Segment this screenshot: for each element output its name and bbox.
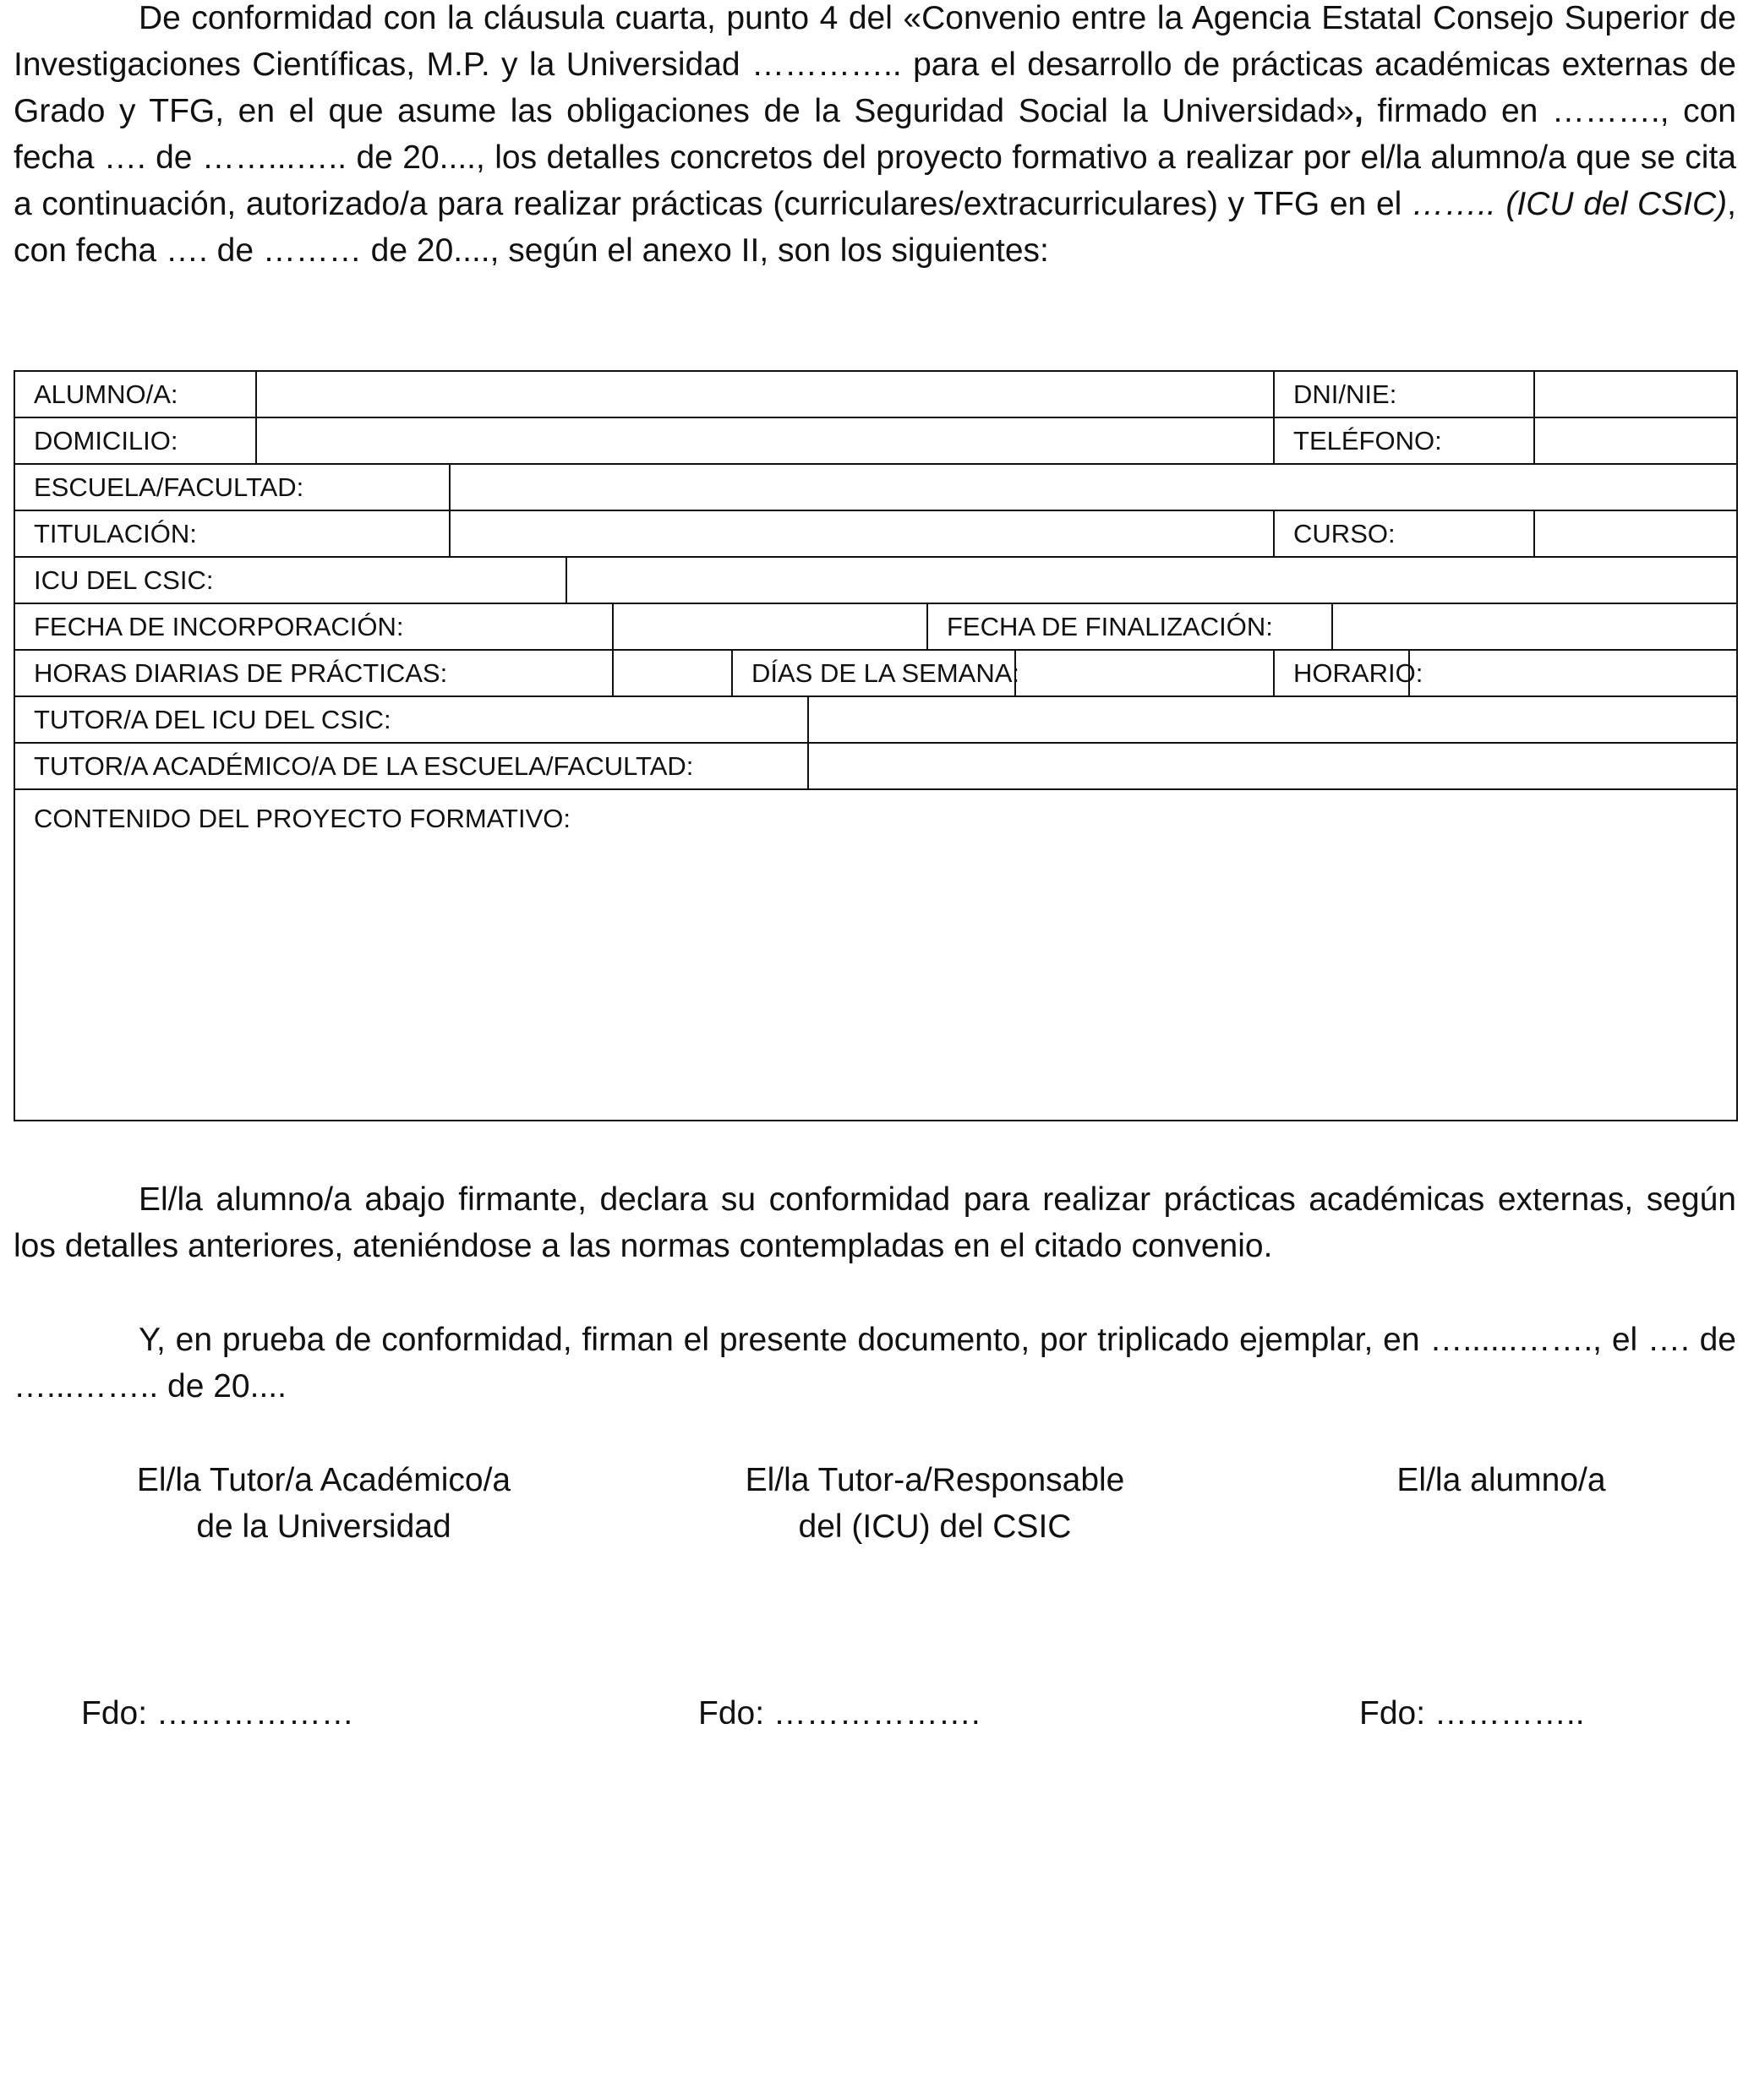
field-contenido-proyecto[interactable] bbox=[14, 789, 1737, 1121]
label-horario: HORARIO: bbox=[1274, 650, 1409, 696]
field-escuela[interactable] bbox=[450, 464, 1737, 510]
intro-text-5: , con fecha …. de ……… de 20...., según el anexo II, son los siguientes: bbox=[14, 186, 1736, 269]
field-horas-diarias[interactable] bbox=[613, 650, 732, 696]
signature-title-academic: El/la Tutor/a Académico/a de la Universidad bbox=[136, 1462, 511, 1545]
intro-icu-placeholder: …….. (ICU del CSIC) bbox=[1412, 186, 1728, 222]
signature-fdo-student: Fdo: ………….. bbox=[1359, 1695, 1585, 1732]
label-fecha-incorporacion: FECHA DE INCORPORACIÓN: bbox=[14, 603, 613, 650]
intro-paragraph bbox=[14, 0, 1736, 274]
field-dni[interactable] bbox=[1534, 371, 1737, 417]
field-fecha-incorporacion[interactable] bbox=[613, 603, 927, 650]
label-fecha-finalizacion: FECHA DE FINALIZACIÓN: bbox=[927, 603, 1332, 650]
label-horas-diarias: HORAS DIARIAS DE PRÁCTICAS: bbox=[14, 650, 613, 696]
intro-text-2: , bbox=[1353, 93, 1363, 129]
row-fechas bbox=[14, 603, 1737, 650]
row-horas bbox=[14, 650, 1737, 696]
label-icu: ICU DEL CSIC: bbox=[14, 557, 566, 603]
signature-title-csic: El/la Tutor-a/Responsable del (ICU) del CSIC bbox=[745, 1462, 1125, 1545]
student-data-form bbox=[14, 370, 1738, 1121]
label-domicilio: DOMICILIO: bbox=[14, 417, 256, 464]
row-tutor-icu bbox=[14, 696, 1737, 743]
label-dni: DNI/NIE: bbox=[1274, 371, 1534, 417]
field-horario[interactable] bbox=[1409, 650, 1737, 696]
field-tutor-icu[interactable] bbox=[808, 696, 1737, 743]
field-curso[interactable] bbox=[1534, 510, 1737, 557]
label-titulacion: TITULACIÓN: bbox=[14, 510, 450, 557]
row-domicilio bbox=[14, 417, 1737, 464]
row-tutor-academico bbox=[14, 743, 1737, 789]
label-contenido: CONTENIDO DEL PROYECTO FORMATIVO: bbox=[34, 804, 571, 833]
place-date-paragraph: Y, en prueba de conformidad, firman el presente documento, por triplicado ejemplar, en …......……., el …. de …...…….. de 20.... bbox=[14, 1322, 1736, 1405]
field-icu[interactable] bbox=[566, 557, 1737, 603]
label-telefono: TELÉFONO: bbox=[1274, 417, 1534, 464]
field-domicilio[interactable] bbox=[256, 417, 1274, 464]
field-telefono[interactable] bbox=[1534, 417, 1737, 464]
intro-text-3: firmado en ………., con fecha …. de ……...….. de 20...., los detalles concretos del proyecto formativo a realizar por el/la alumno/a que se cita a continuación, autorizado/a para realizar prácticas (curriculares/extracurriculares) y TFG en el bbox=[14, 93, 1736, 222]
field-tutor-academico[interactable] bbox=[808, 743, 1737, 789]
intro-text-1: De conformidad con la cláusula cuarta, punto 4 del «Convenio entre la Agencia Estatal Consejo Superior de Investigaciones Científicas, M.P. y la Universidad ………….. para el desarrollo de prácticas académicas externas de Grado y TFG, en el que asume las obligaciones de la Seguridad Social la Universidad» bbox=[14, 0, 1736, 129]
signature-fdo-academic: Fdo: ……………… bbox=[81, 1695, 354, 1732]
label-tutor-academico: TUTOR/A ACADÉMICO/A DE LA ESCUELA/FACULTAD: bbox=[14, 743, 808, 789]
row-escuela bbox=[14, 464, 1737, 510]
field-alumno[interactable] bbox=[256, 371, 1274, 417]
field-dias-semana[interactable] bbox=[1015, 650, 1274, 696]
label-alumno: ALUMNO/A: bbox=[14, 371, 256, 417]
field-titulacion[interactable] bbox=[450, 510, 1274, 557]
signature-title-student: El/la alumno/a bbox=[1396, 1462, 1606, 1498]
row-alumno bbox=[14, 371, 1737, 417]
label-dias-semana: DÍAS DE LA SEMANA: bbox=[732, 650, 1015, 696]
label-escuela: ESCUELA/FACULTAD: bbox=[14, 464, 450, 510]
declaration-paragraph: El/la alumno/a abajo firmante, declara su conformidad para realizar prácticas académicas externas, según los detalles anteriores, ateniéndose a las normas contempladas en el citado convenio. bbox=[14, 1181, 1736, 1264]
field-fecha-finalizacion[interactable] bbox=[1332, 603, 1737, 650]
label-curso: CURSO: bbox=[1274, 510, 1534, 557]
signature-fdo-csic: Fdo: ………………. bbox=[698, 1695, 981, 1732]
row-icu bbox=[14, 557, 1737, 603]
row-titulacion bbox=[14, 510, 1737, 557]
row-contenido bbox=[14, 789, 1737, 1121]
label-tutor-icu: TUTOR/A DEL ICU DEL CSIC: bbox=[14, 696, 808, 743]
